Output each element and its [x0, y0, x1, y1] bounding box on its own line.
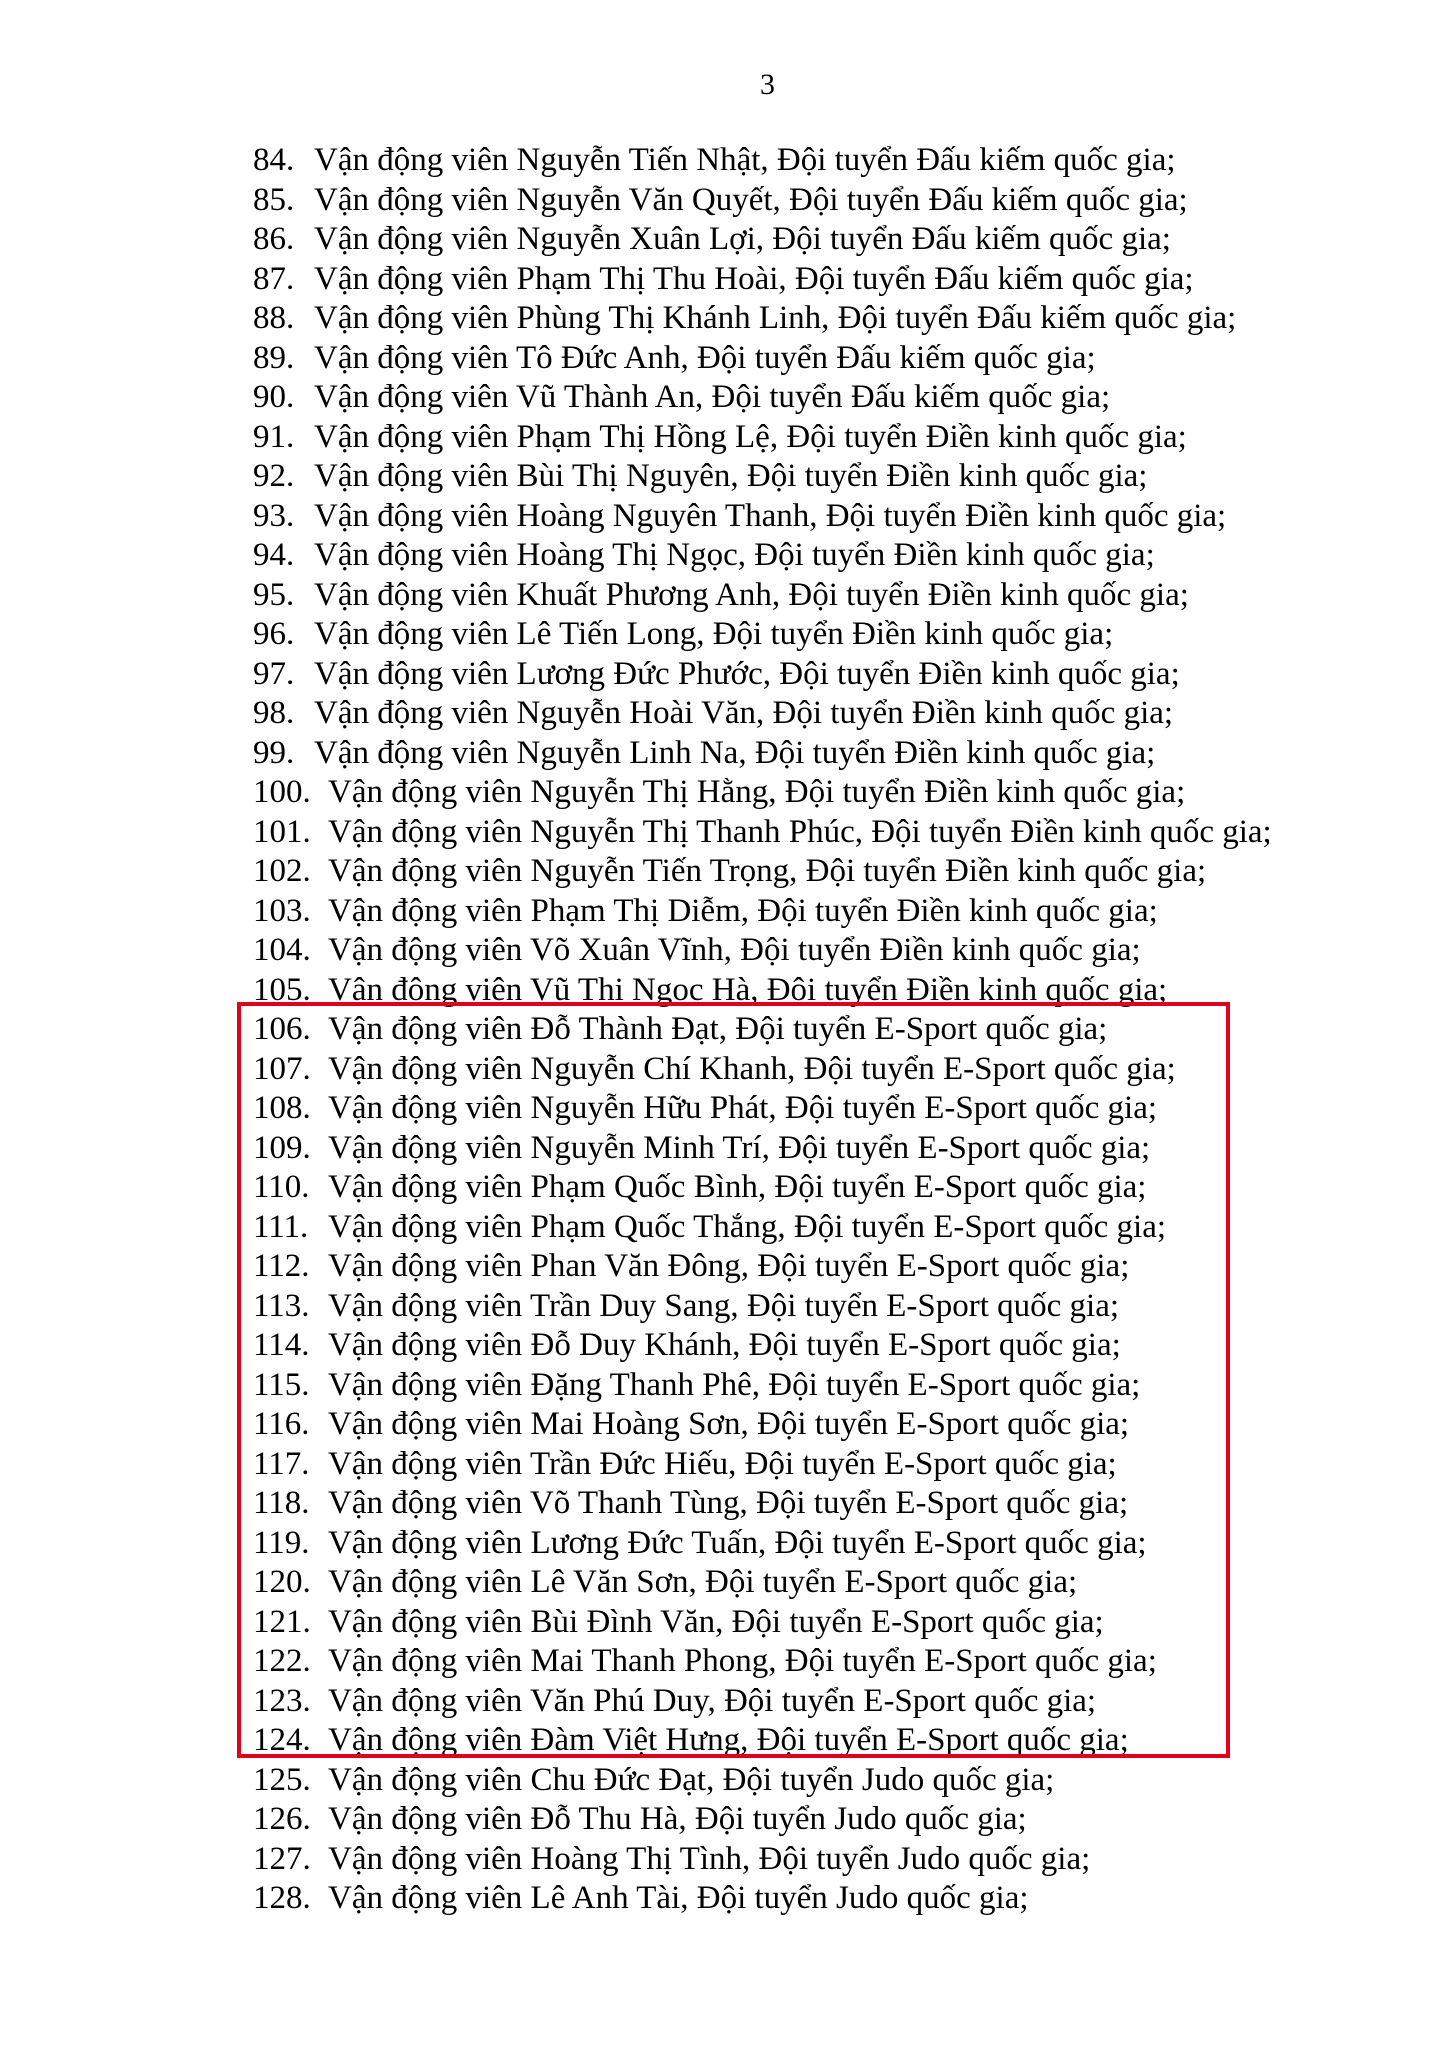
- item-text: Vận động viên Nguyễn Xuân Lợi, Đội tuyển Đấu kiếm quốc gia;: [314, 221, 1171, 257]
- item-text: Vận động viên Lương Đức Phước, Đội tuyển Điền kinh quốc gia;: [314, 655, 1180, 692]
- item-text: Vận động viên Lê Văn Sơn, Đội tuyển E-Sport quốc gia;: [328, 1564, 1078, 1600]
- item-number: 85.: [253, 181, 295, 218]
- item-number: 108.: [253, 1090, 311, 1126]
- item-text: Vận động viên Nguyễn Văn Quyết, Đội tuyển Đấu kiếm quốc gia;: [314, 181, 1188, 218]
- list-item: [253, 852, 1272, 892]
- list-item: [253, 694, 1272, 734]
- item-text: Vận động viên Nguyễn Thị Hằng, Đội tuyển Điền kinh quốc gia;: [328, 774, 1186, 810]
- item-number: 127.: [253, 1840, 311, 1877]
- item-text: Vận động viên Nguyễn Minh Trí, Đội tuyển E-Sport quốc gia;: [328, 1129, 1151, 1166]
- item-text: Vận động viên Đặng Thanh Phê, Đội tuyển E-Sport quốc gia;: [328, 1366, 1141, 1403]
- list-item: [253, 892, 1272, 932]
- list-item: [253, 1524, 1272, 1564]
- list-item: [253, 378, 1272, 418]
- item-number: 112.: [253, 1248, 310, 1284]
- list-item: [253, 1721, 1272, 1761]
- list-item: [253, 971, 1272, 1011]
- item-text: Vận động viên Vũ Thành An, Đội tuyển Đấu kiếm quốc gia;: [314, 379, 1111, 415]
- item-text: Vận động viên Mai Hoàng Sơn, Đội tuyển E-Sport quốc gia;: [328, 1406, 1130, 1442]
- item-number: 88.: [253, 300, 295, 336]
- item-number: 114.: [253, 1327, 310, 1363]
- item-text: Vận động viên Tô Đức Anh, Đội tuyển Đấu kiếm quốc gia;: [314, 339, 1096, 376]
- list-item: [253, 299, 1272, 339]
- item-number: 118.: [253, 1485, 310, 1521]
- item-number: 99.: [253, 734, 295, 771]
- list-item: [253, 1050, 1272, 1090]
- item-text: Vận động viên Nguyễn Thị Thanh Phúc, Đội tuyển Điền kinh quốc gia;: [328, 813, 1272, 850]
- item-number: 105.: [253, 971, 311, 1008]
- item-text: Vận động viên Đỗ Thành Đạt, Đội tuyển E-Sport quốc gia;: [328, 1011, 1108, 1047]
- list-item: [253, 1682, 1272, 1722]
- item-text: Vận động viên Phan Văn Đông, Đội tuyển E-Sport quốc gia;: [328, 1248, 1130, 1284]
- list-item: [253, 1642, 1272, 1682]
- item-text: Vận động viên Hoàng Thị Tình, Đội tuyển Judo quốc gia;: [328, 1840, 1091, 1877]
- item-text: Vận động viên Đỗ Duy Khánh, Đội tuyển E-Sport quốc gia;: [328, 1327, 1121, 1363]
- list-item: [253, 931, 1272, 971]
- item-number: 125.: [253, 1761, 311, 1798]
- item-text: Vận động viên Võ Xuân Vĩnh, Đội tuyển Điền kinh quốc gia;: [328, 932, 1141, 968]
- list-item: [253, 576, 1272, 616]
- list-item: [253, 1445, 1272, 1485]
- item-text: Vận động viên Nguyễn Chí Khanh, Đội tuyển E-Sport quốc gia;: [328, 1050, 1176, 1087]
- page-number: 3: [760, 68, 775, 101]
- item-number: 94.: [253, 537, 295, 573]
- item-number: 107.: [253, 1050, 311, 1087]
- item-text: Vận động viên Phùng Thị Khánh Linh, Đội tuyển Đấu kiếm quốc gia;: [314, 300, 1237, 336]
- item-text: Vận động viên Hoàng Thị Ngọc, Đội tuyển Điền kinh quốc gia;: [314, 537, 1155, 573]
- item-text: Vận động viên Đàm Việt Hưng, Đội tuyển E-Sport quốc gia;: [328, 1722, 1129, 1758]
- item-text: Vận động viên Lê Tiến Long, Đội tuyển Điền kinh quốc gia;: [314, 616, 1114, 652]
- list-item: [253, 1879, 1272, 1919]
- item-text: Vận động viên Lương Đức Tuấn, Đội tuyển E-Sport quốc gia;: [328, 1524, 1147, 1561]
- item-number: 92.: [253, 458, 295, 494]
- item-number: 100.: [253, 774, 311, 810]
- list-item: [253, 1208, 1272, 1248]
- item-number: 89.: [253, 339, 295, 376]
- list-item: [253, 1484, 1272, 1524]
- item-text: Vận động viên Trần Đức Hiếu, Đội tuyển E-Sport quốc gia;: [328, 1445, 1117, 1482]
- list-item: [253, 773, 1272, 813]
- item-number: 117.: [253, 1445, 310, 1482]
- item-number: 123.: [253, 1682, 311, 1719]
- item-text: Vận động viên Phạm Quốc Thắng, Đội tuyển E-Sport quốc gia;: [328, 1208, 1167, 1245]
- item-number: 97.: [253, 655, 295, 692]
- list-item: [253, 220, 1272, 260]
- item-text: Vận động viên Vũ Thị Ngọc Hà, Đội tuyển Điền kinh quốc gia;: [328, 971, 1168, 1008]
- list-item: [253, 1129, 1272, 1169]
- item-text: Vận động viên Phạm Thị Thu Hoài, Đội tuyển Đấu kiếm quốc gia;: [314, 260, 1194, 297]
- item-text: Vận động viên Võ Thanh Tùng, Đội tuyển E-Sport quốc gia;: [328, 1485, 1129, 1521]
- item-number: 106.: [253, 1011, 311, 1047]
- item-number: 96.: [253, 616, 295, 652]
- item-text: Vận động viên Nguyễn Tiến Trọng, Đội tuyển Điền kinh quốc gia;: [328, 853, 1207, 889]
- list-item: [253, 260, 1272, 300]
- item-text: Vận động viên Đỗ Thu Hà, Đội tuyển Judo quốc gia;: [328, 1801, 1027, 1837]
- item-number: 98.: [253, 695, 295, 731]
- item-number: 84.: [253, 142, 295, 178]
- item-number: 119.: [253, 1524, 310, 1561]
- item-number: 104.: [253, 932, 311, 968]
- list-item: [253, 1761, 1272, 1801]
- item-text: Vận động viên Trần Duy Sang, Đội tuyển E-Sport quốc gia;: [328, 1287, 1120, 1324]
- list-item: [253, 1840, 1272, 1880]
- item-text: Vận động viên Chu Đức Đạt, Đội tuyển Judo quốc gia;: [328, 1761, 1055, 1798]
- athlete-list: [253, 141, 1272, 1919]
- item-number: 113.: [253, 1287, 310, 1324]
- item-number: 120.: [253, 1564, 311, 1600]
- item-number: 121.: [253, 1603, 311, 1640]
- item-number: 86.: [253, 221, 295, 257]
- item-number: 128.: [253, 1880, 311, 1916]
- list-item: [253, 615, 1272, 655]
- list-item: [253, 1287, 1272, 1327]
- list-item: [253, 1247, 1272, 1287]
- list-item: [253, 655, 1272, 695]
- item-text: Vận động viên Bùi Đình Văn, Đội tuyển E-Sport quốc gia;: [328, 1603, 1104, 1640]
- list-item: [253, 497, 1272, 537]
- item-number: 110.: [253, 1169, 310, 1205]
- item-text: Vận động viên Bùi Thị Nguyên, Đội tuyển Điền kinh quốc gia;: [314, 458, 1148, 494]
- item-text: Vận động viên Nguyễn Tiến Nhật, Đội tuyển Đấu kiếm quốc gia;: [314, 142, 1176, 178]
- list-item: [253, 339, 1272, 379]
- item-text: Vận động viên Khuất Phương Anh, Đội tuyển Điền kinh quốc gia;: [314, 576, 1189, 613]
- item-text: Vận động viên Văn Phú Duy, Đội tuyển E-Sport quốc gia;: [328, 1682, 1097, 1719]
- item-text: Vận động viên Mai Thanh Phong, Đội tuyển E-Sport quốc gia;: [328, 1643, 1157, 1679]
- item-text: Vận động viên Phạm Thị Diễm, Đội tuyển Điền kinh quốc gia;: [328, 892, 1158, 929]
- item-number: 124.: [253, 1722, 311, 1758]
- item-text: Vận động viên Hoàng Nguyên Thanh, Đội tuyển Điền kinh quốc gia;: [314, 497, 1227, 534]
- item-number: 93.: [253, 497, 295, 534]
- item-number: 90.: [253, 379, 295, 415]
- item-number: 109.: [253, 1129, 311, 1166]
- item-number: 102.: [253, 853, 311, 889]
- list-item: [253, 1366, 1272, 1406]
- item-number: 101.: [253, 813, 311, 850]
- list-item: [253, 1800, 1272, 1840]
- list-item: [253, 1405, 1272, 1445]
- list-item: [253, 141, 1272, 181]
- item-number: 91.: [253, 418, 295, 455]
- list-item: [253, 734, 1272, 774]
- list-item: [253, 1089, 1272, 1129]
- item-number: 111.: [253, 1208, 309, 1245]
- list-item: [253, 457, 1272, 497]
- item-text: Vận động viên Phạm Thị Hồng Lệ, Đội tuyển Điền kinh quốc gia;: [314, 418, 1187, 455]
- item-text: Vận động viên Nguyễn Hoài Văn, Đội tuyển Điền kinh quốc gia;: [314, 695, 1174, 731]
- item-number: 126.: [253, 1801, 311, 1837]
- list-item: [253, 1010, 1272, 1050]
- list-item: [253, 1168, 1272, 1208]
- item-number: 103.: [253, 892, 311, 929]
- item-number: 116.: [253, 1406, 310, 1442]
- item-number: 95.: [253, 576, 295, 613]
- list-item: [253, 1563, 1272, 1603]
- list-item: [253, 181, 1272, 221]
- list-item: [253, 1603, 1272, 1643]
- item-number: 87.: [253, 260, 295, 297]
- list-item: [253, 1326, 1272, 1366]
- list-item: [253, 536, 1272, 576]
- list-item: [253, 418, 1272, 458]
- item-text: Vận động viên Nguyễn Linh Na, Đội tuyển Điền kinh quốc gia;: [314, 734, 1156, 771]
- list-item: [253, 813, 1272, 853]
- item-text: Vận động viên Phạm Quốc Bình, Đội tuyển E-Sport quốc gia;: [328, 1169, 1147, 1205]
- item-number: 115.: [253, 1366, 310, 1403]
- item-number: 122.: [253, 1643, 311, 1679]
- item-text: Vận động viên Lê Anh Tài, Đội tuyển Judo quốc gia;: [328, 1880, 1029, 1916]
- item-text: Vận động viên Nguyễn Hữu Phát, Đội tuyển E-Sport quốc gia;: [328, 1090, 1158, 1126]
